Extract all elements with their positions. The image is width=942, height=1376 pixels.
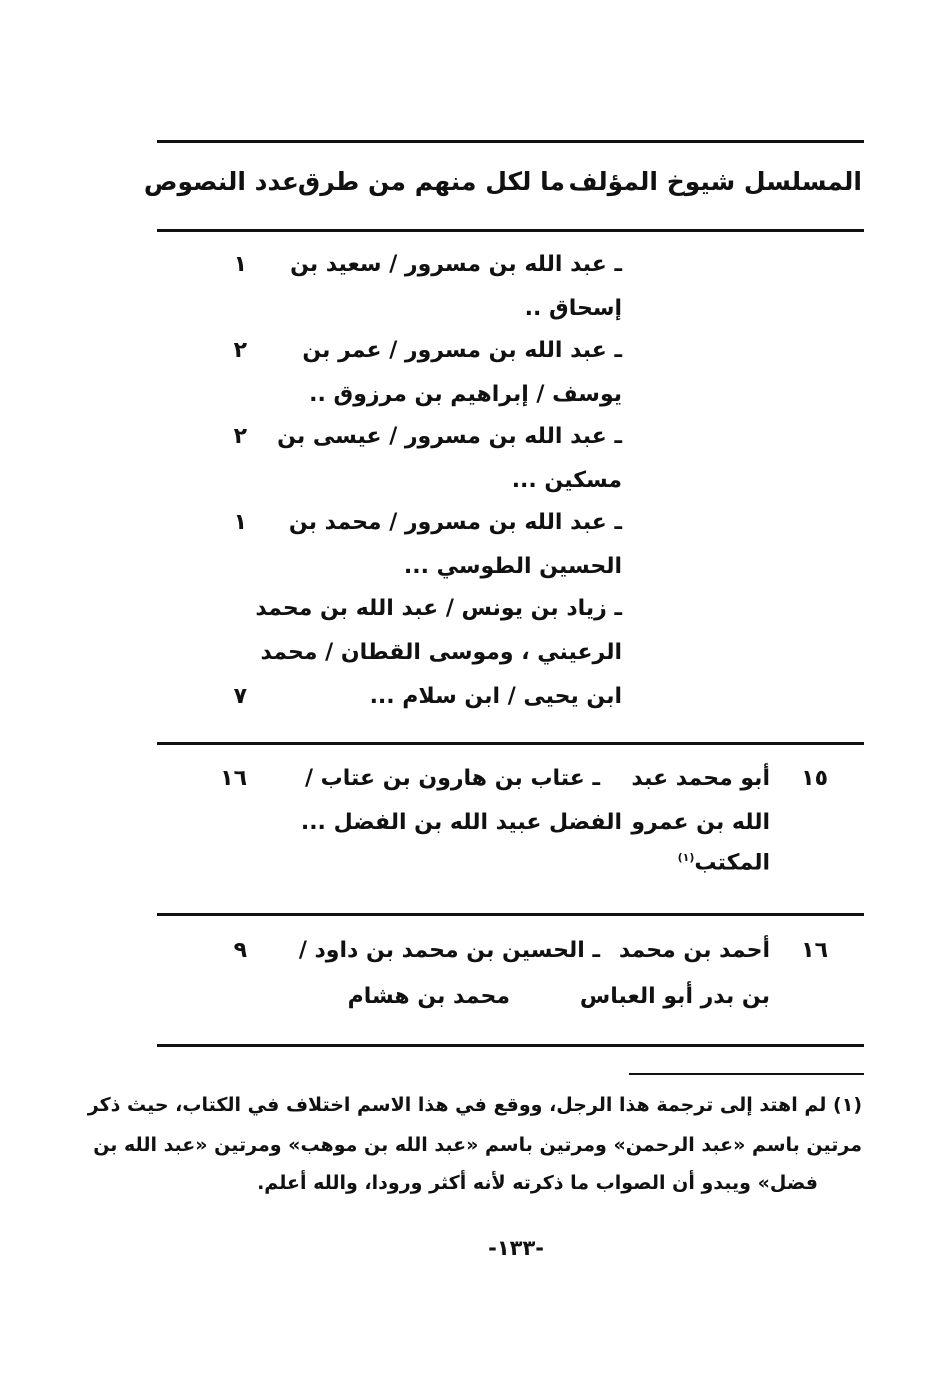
text-count: ٢ — [233, 424, 247, 449]
footnote-line: فضل» ويبدو أن الصواب ما ذكرته لأنه أكثر ورودا، والله أعلم. — [257, 1172, 818, 1194]
text-count: ١ — [233, 510, 247, 535]
text-count: ٢ — [233, 338, 247, 363]
header-paths: ما لكل منهم من طرق — [297, 167, 565, 196]
header-bottom-rule — [157, 229, 864, 232]
text-count: ١٦ — [220, 766, 247, 791]
footnote-separator — [629, 1073, 864, 1075]
text-count: ١ — [233, 252, 247, 277]
path-line: ـ عتاب بن هارون بن عتاب / — [304, 766, 600, 791]
path-line: ـ عبد الله بن مسرور / عيسى بن — [277, 424, 622, 449]
path-line: يوسف / إبراهيم بن مرزوق .. — [309, 382, 622, 407]
row-divider — [157, 742, 864, 745]
author-line-with-note — [678, 852, 770, 874]
path-line: محمد بن هشام — [347, 984, 510, 1009]
text-count: ٧ — [233, 684, 247, 709]
header-serial-author: المسلسل شيوخ المؤلف — [568, 167, 862, 196]
serial-number: ١٦ — [801, 938, 828, 963]
path-line: ابن يحيى / ابن سلام ... — [369, 684, 622, 709]
text-count: ٩ — [233, 938, 247, 963]
table-bottom-rule — [157, 1044, 864, 1047]
table-top-rule — [157, 140, 864, 143]
header-count: عدد النصوص — [143, 167, 299, 196]
path-line: ـ عبد الله بن مسرور / عمر بن — [302, 338, 622, 363]
footnote-line: مرتين باسم «عبد الرحمن» ومرتين باسم «عبد الله بن موهب» ومرتين «عبد الله بن — [93, 1134, 862, 1156]
path-line: الحسين الطوسي ... — [403, 554, 622, 579]
path-line: ـ زياد بن يونس / عبد الله بن محمد — [255, 596, 622, 621]
path-line: ـ الحسين بن محمد بن داود / — [298, 938, 600, 963]
author-line: المكتب — [694, 850, 770, 876]
path-line: ـ عبد الله بن مسرور / محمد بن — [288, 510, 622, 535]
serial-number: ١٥ — [801, 766, 828, 791]
path-line: الرعيني ، وموسى القطان / محمد — [260, 640, 622, 665]
author-line: أبو محمد عبد — [631, 766, 770, 791]
footnote-marker: (١) — [677, 851, 695, 864]
row-divider — [157, 913, 864, 916]
author-line: بن بدر أبو العباس — [579, 984, 770, 1009]
author-line: الله بن عمرو — [631, 810, 770, 835]
path-line: مسكين ... — [511, 468, 622, 493]
footnote-line: (١) لم اهتد إلى ترجمة هذا الرجل، ووقع في هذا الاسم اختلاف في الكتاب، حيث ذكر — [87, 1094, 862, 1116]
author-line: أحمد بن محمد — [618, 938, 770, 963]
path-line: ـ عبد الله بن مسرور / سعيد بن — [290, 252, 622, 277]
path-line: الفضل عبيد الله بن الفضل ... — [300, 810, 622, 835]
page-number: -١٣٣- — [488, 1236, 544, 1260]
path-line: إسحاق .. — [524, 296, 622, 321]
